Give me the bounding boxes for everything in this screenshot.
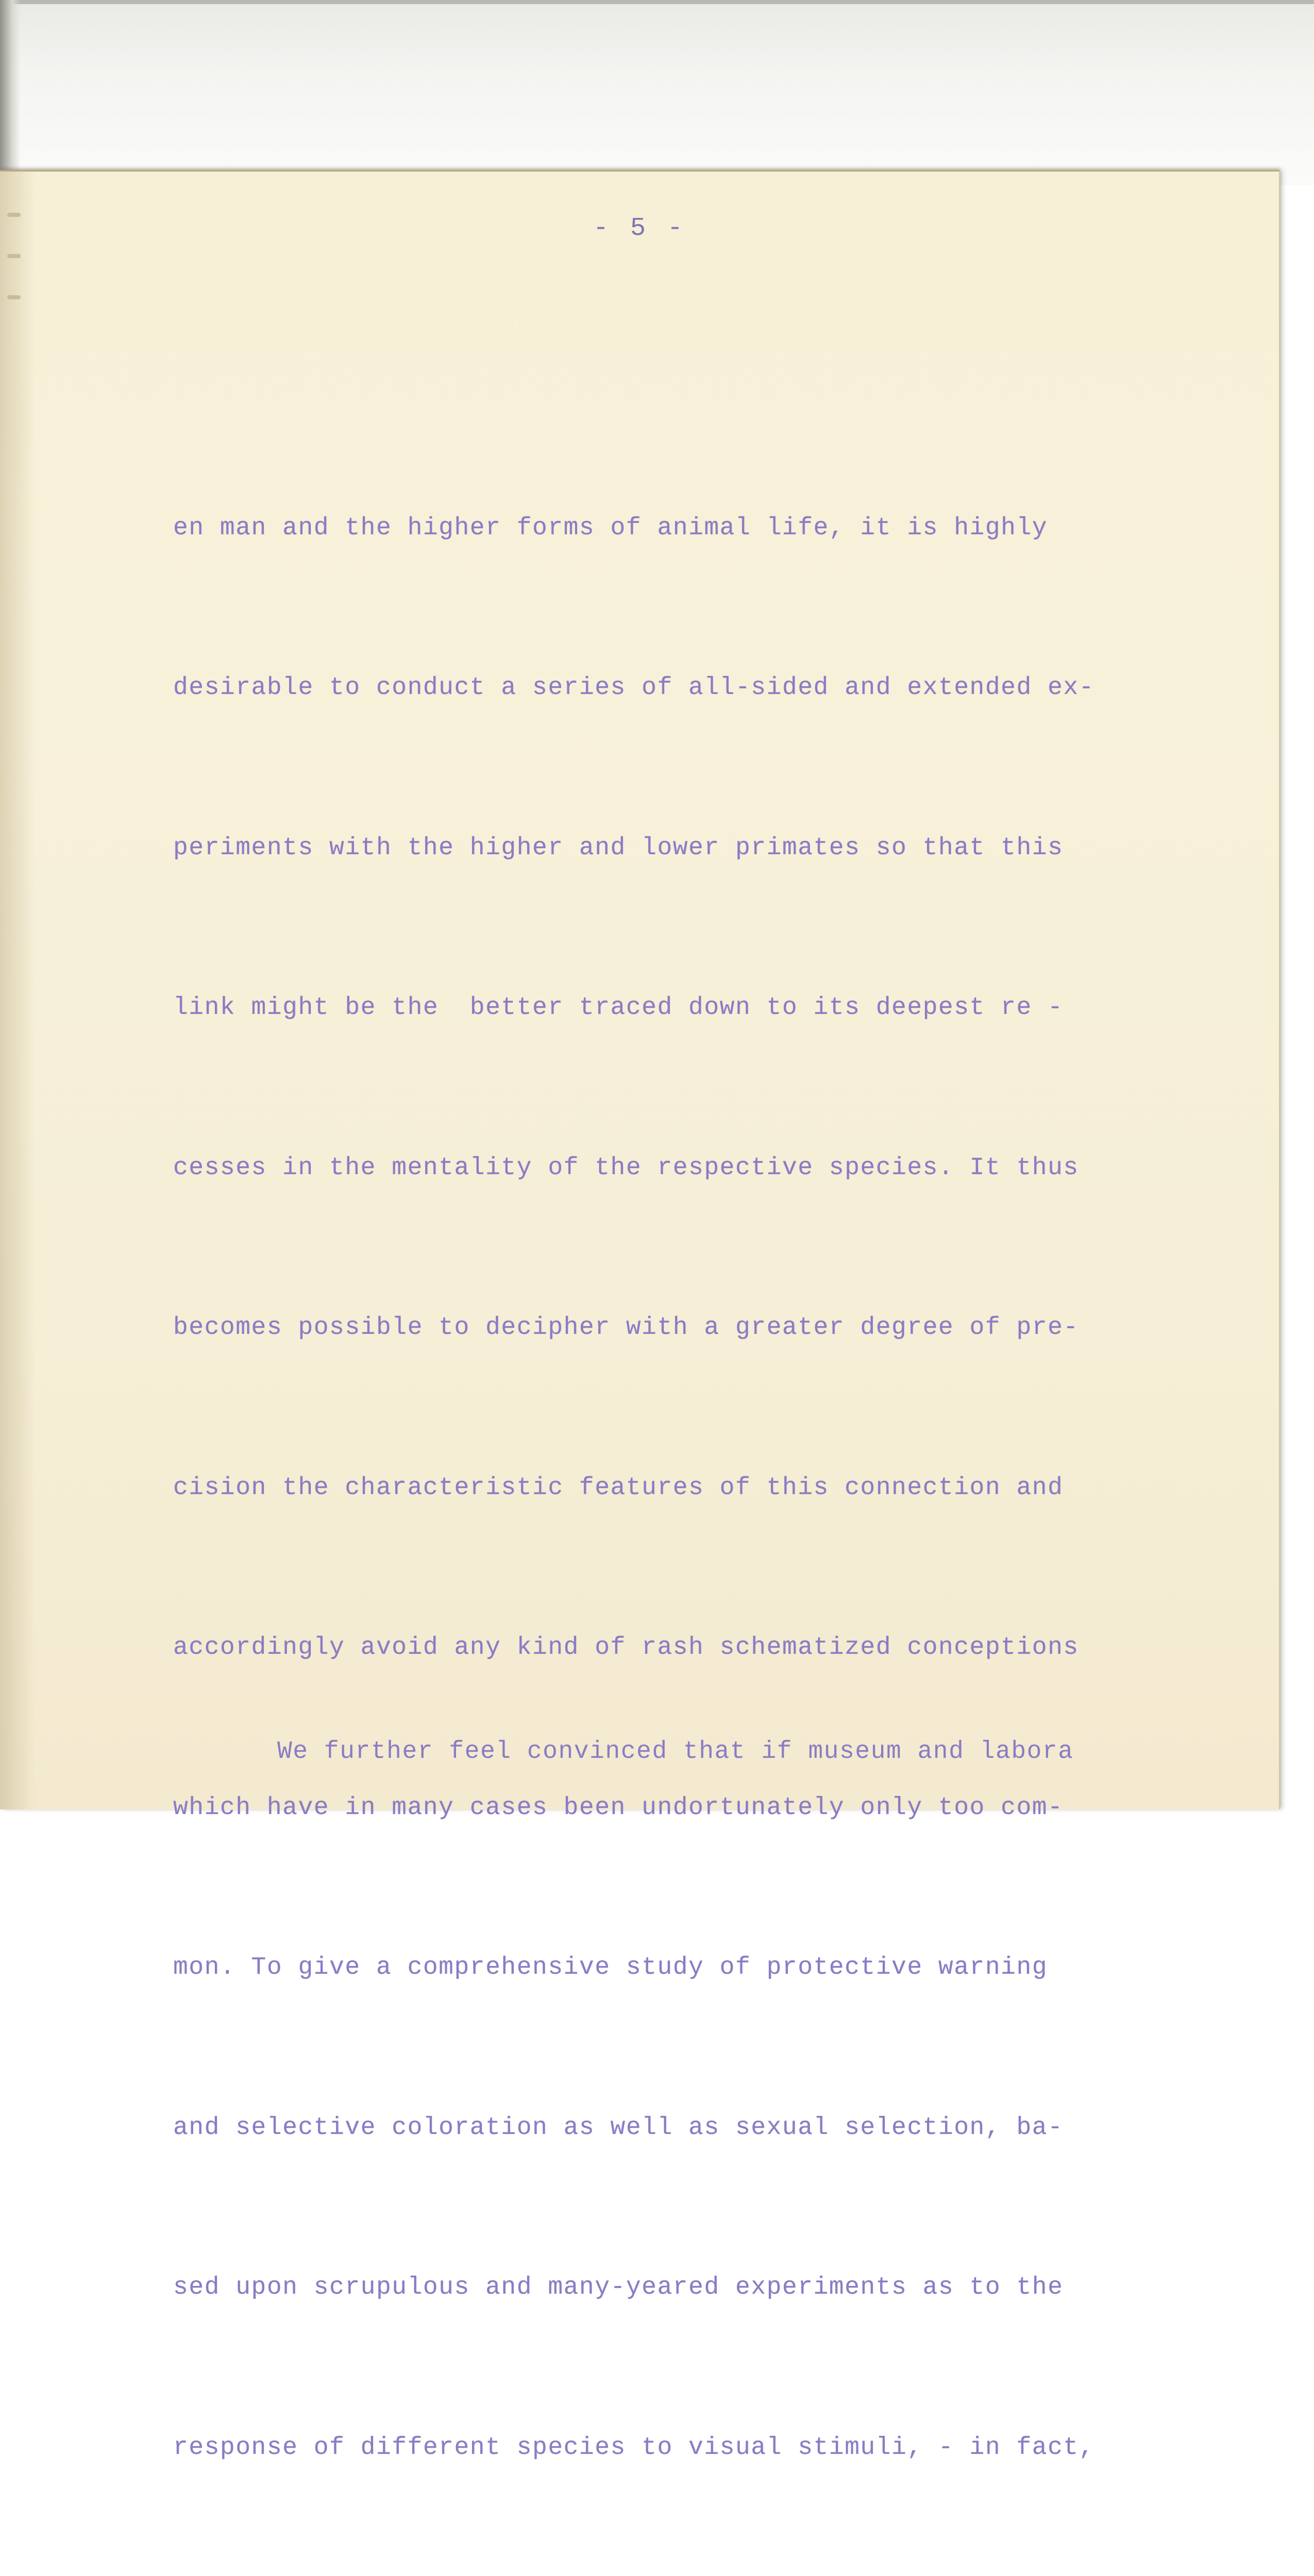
text-line: mon. To give a comprehensive study of protective warning bbox=[173, 1954, 1048, 1981]
body-text bbox=[173, 342, 1214, 2576]
text-line: cision the characteristic features of this connection and bbox=[173, 1473, 1064, 1502]
page-number: - 5 - bbox=[593, 214, 686, 243]
text-line: desirable to conduct a series of all-sided and extended ex- bbox=[173, 674, 1094, 702]
text-line: link might be the better traced down to its deepest re - bbox=[173, 994, 1064, 1022]
scanner-left-edge bbox=[0, 0, 21, 185]
text-line: response of different species to visual stimuli, - in fact, bbox=[173, 2433, 1094, 2462]
page-left-shadow bbox=[0, 172, 36, 1809]
staple-hole-mark bbox=[7, 254, 21, 258]
typed-page bbox=[0, 170, 1280, 2462]
text-line: sed upon scrupulous and many-yeared experiments as to the bbox=[173, 2274, 1064, 2301]
text-line: becomes possible to decipher with a greater degree of pre- bbox=[173, 1314, 1079, 1342]
text-line: and selective coloration as well as sexual selection, ba- bbox=[173, 2113, 1064, 2142]
text-line: cesses in the mentality of the respective species. It thus bbox=[173, 1154, 1079, 1182]
text-line: periments with the higher and lower primates so that this bbox=[173, 834, 1064, 862]
text-line: accordingly avoid any kind of rash schematized conceptions bbox=[173, 1634, 1079, 1662]
text-line: which have in many cases been undortunately only too com- bbox=[173, 1793, 1064, 1822]
text-line: en man and the higher forms of animal life, it is highly bbox=[173, 514, 1048, 542]
scanner-background bbox=[0, 0, 1314, 185]
scanner-edge bbox=[0, 0, 1314, 4]
cut-off-line: We further feel convinced that if museum and labora bbox=[277, 1738, 1074, 1766]
staple-hole-mark bbox=[7, 295, 21, 299]
